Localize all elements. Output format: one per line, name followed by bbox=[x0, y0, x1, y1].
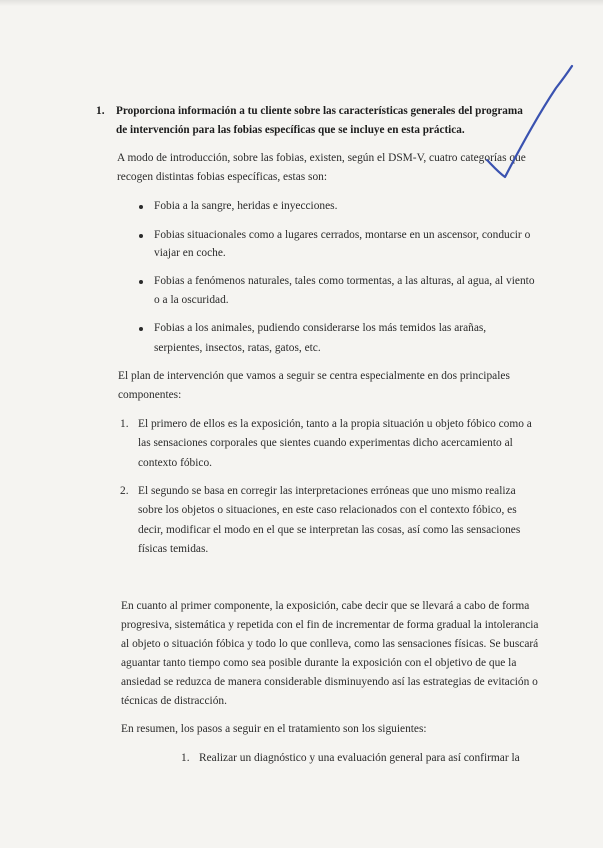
numbered-2-line-2: sobre los objetos o situaciones, en este caso relacionados con el contexto fóbico, es bbox=[138, 504, 517, 516]
summary-line: En resumen, los pasos a seguir en el tratamiento son los siguientes: bbox=[121, 723, 427, 735]
heading-line-2: de intervención para las fobias específicas que se incluye en esta práctica. bbox=[116, 124, 465, 136]
plan-line-2: componentes: bbox=[118, 389, 182, 401]
bullet-4-line-1: Fobias a los animales, pudiendo considerarse los más temidos las arañas, bbox=[154, 322, 487, 334]
exposure-line-6: técnicas de distracción. bbox=[121, 695, 227, 707]
step-1-marker: 1. bbox=[181, 752, 190, 764]
numbered-2-marker: 2. bbox=[120, 485, 129, 497]
bullet-2-line-2: viajar en coche. bbox=[154, 247, 226, 259]
intro-line-2: recogen distintas fobias específicas, estas son: bbox=[117, 171, 328, 183]
intro-line-1: A modo de introducción, sobre las fobias, existen, según el DSM-V, cuatro categorías que bbox=[117, 152, 526, 164]
bullet-3-line-1: Fobias a fenómenos naturales, tales como tormentas, a las alturas, al agua, al viento bbox=[154, 275, 535, 287]
step-1-text: Realizar un diagnóstico y una evaluación general para así confirmar la bbox=[199, 752, 520, 764]
numbered-2-line-1: El segundo se basa en corregir las interpretaciones erróneas que uno mismo realiza bbox=[138, 485, 516, 497]
exposure-line-3: al objeto o situación fóbica y todo lo que conlleva, como las sensaciones físicas. Se buscará bbox=[121, 638, 539, 650]
numbered-2-line-4: físicas temidas. bbox=[138, 543, 209, 555]
heading-line-1: Proporciona información a tu cliente sobre las características generales del programa bbox=[116, 105, 523, 117]
exposure-line-4: aguantar tanto tiempo como sea posible durante la exposición con el objetivo de que la bbox=[121, 657, 517, 669]
numbered-1-line-1: El primero de ellos es la exposición, tanto a la propia situación u objeto fóbico como a bbox=[138, 418, 532, 430]
plan-line-1: El plan de intervención que vamos a seguir se centra especialmente en dos principales bbox=[118, 370, 510, 382]
exposure-line-2: progresiva, sistemática y repetida con el fin de incrementar de forma gradual la intolerancia bbox=[121, 619, 539, 631]
numbered-2-line-3: decir, modificar el modo en el que se interpretan las cosas, así como las sensaciones bbox=[138, 524, 521, 536]
exposure-line-1: En cuanto al primer componente, la exposición, cabe decir que se llevará a cabo de forma bbox=[121, 600, 530, 612]
exposure-line-5: ansiedad se reduzca de manera considerable disminuyendo así las estrategias de evitación o bbox=[121, 676, 538, 688]
numbered-1-line-3: contexto fóbico. bbox=[138, 457, 213, 469]
bullet-1-line-1: Fobia a la sangre, heridas e inyecciones. bbox=[154, 200, 338, 212]
bullet-4-line-2: serpientes, insectos, ratas, gatos, etc. bbox=[154, 342, 321, 354]
bullet-2-line-1: Fobias situacionales como a lugares cerrados, montarse en un ascensor, conducir o bbox=[154, 229, 531, 241]
numbered-1-marker: 1. bbox=[120, 418, 129, 430]
numbered-1-line-2: las sensaciones corporales que sientes cuando experimentas dicho acercamiento al bbox=[138, 437, 513, 449]
heading-number: 1. bbox=[96, 105, 105, 117]
bullet-3-line-2: o a la oscuridad. bbox=[154, 294, 229, 306]
